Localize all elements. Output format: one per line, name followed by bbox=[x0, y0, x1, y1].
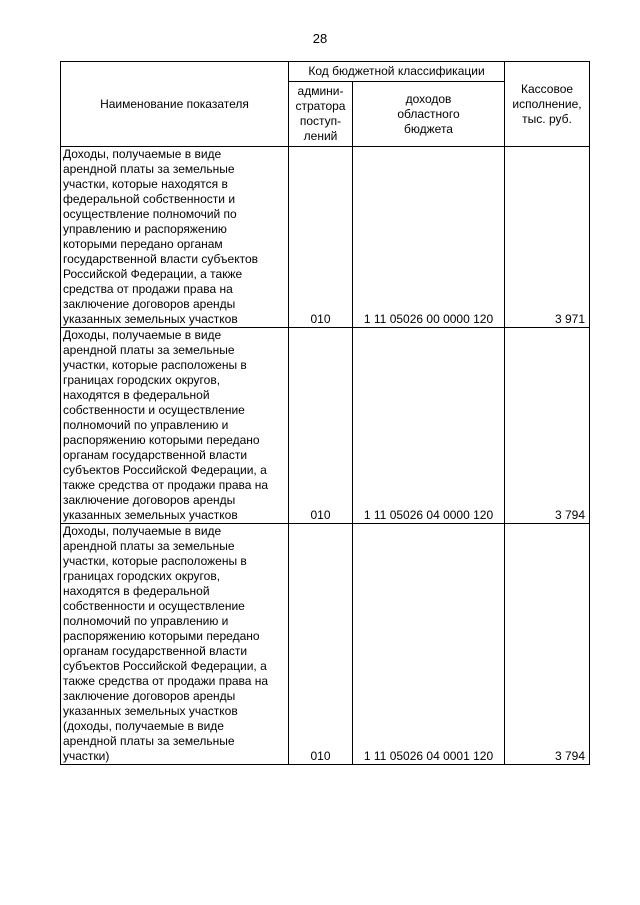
row-amount: 3 794 bbox=[505, 328, 590, 524]
header-execution: Кассовое исполнение, тыс. руб. bbox=[505, 62, 590, 147]
row-amount: 3 794 bbox=[505, 524, 590, 765]
row-income-code: 1 11 05026 00 0000 120 bbox=[353, 147, 505, 328]
row-name: Доходы, получаемые в виде арендной платы за земельные участки, которые расположены в границах городских округов, находятся в федеральной собственности и осуществление полномочий по управлению и распоряжению которыми передано органам государственной власти субъектов Российской Федерации, а также средства от продажи права на заключение договоров аренды указанных земельных участков bbox=[61, 328, 289, 524]
table-row bbox=[61, 147, 590, 328]
row-amount: 3 971 bbox=[505, 147, 590, 328]
table-row bbox=[61, 328, 590, 524]
table-row bbox=[61, 524, 590, 765]
budget-table bbox=[60, 61, 590, 765]
page-number: 28 bbox=[312, 31, 328, 46]
row-admin-code: 010 bbox=[289, 524, 353, 765]
row-admin-code: 010 bbox=[289, 147, 353, 328]
row-income-code: 1 11 05026 04 0001 120 bbox=[353, 524, 505, 765]
row-name: Доходы, получаемые в виде арендной платы за земельные участки, которые расположены в границах городских округов, находятся в федеральной собственности и осуществление полномочий по управлению и распоряжению которыми передано органам государственной власти субъектов Российской Федерации, а также средства от продажи права на заключение договоров аренды указанных земельных участков (доходы, получаемые в виде арендной платы за земельные участки) bbox=[61, 524, 289, 765]
header-row-1 bbox=[61, 62, 590, 82]
row-admin-code: 010 bbox=[289, 328, 353, 524]
header-budget-code: Код бюджетной классификации bbox=[289, 62, 505, 82]
header-name: Наименование показателя bbox=[61, 62, 289, 147]
header-administrator: админи- стратора поступ- лений bbox=[289, 82, 353, 147]
header-income-code: доходов областного бюджета bbox=[353, 82, 505, 147]
row-income-code: 1 11 05026 04 0000 120 bbox=[353, 328, 505, 524]
row-name: Доходы, получаемые в виде арендной платы за земельные участки, которые находятся в федеральной собственности и осуществление полномочий по управлению и распоряжению которыми передано органам государственной власти субъектов Российской Федерации, а также средства от продажи права на заключение договоров аренды указанных земельных участков bbox=[61, 147, 289, 328]
